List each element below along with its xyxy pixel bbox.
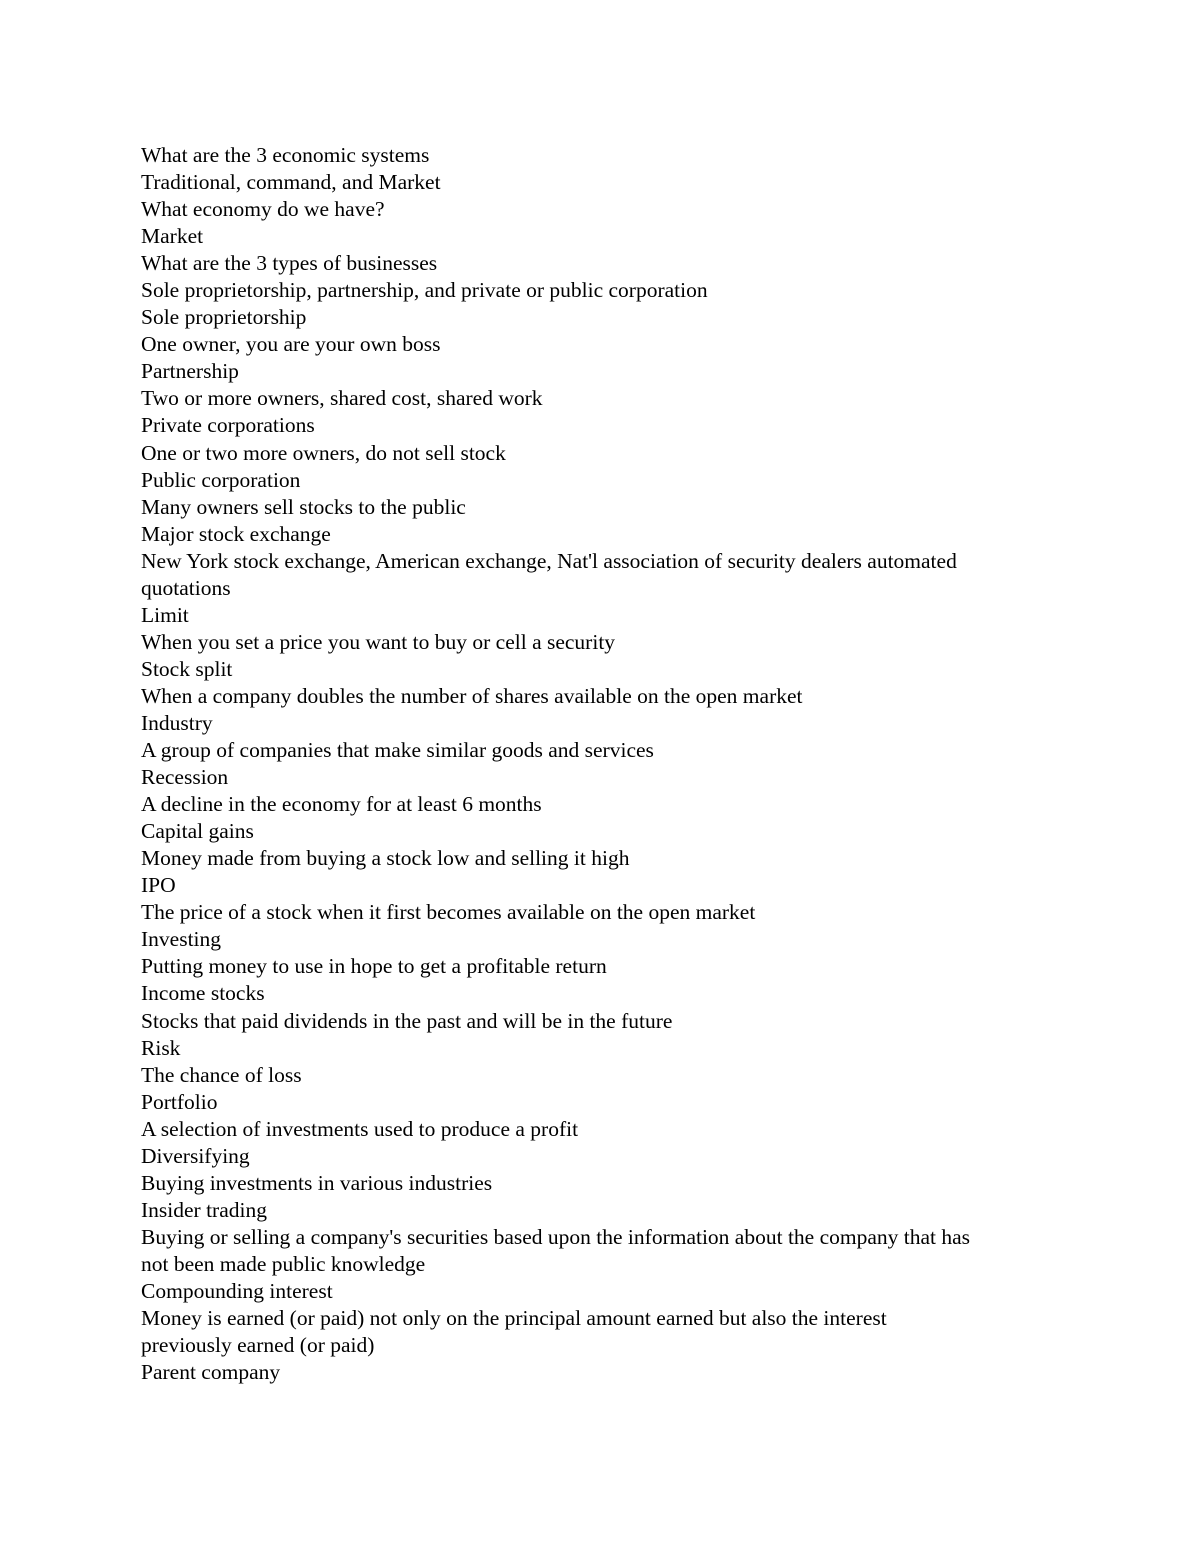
text-line: Limit	[141, 602, 189, 627]
text-line: Money made from buying a stock low and selling it high	[141, 846, 630, 871]
text-line: Sole proprietorship	[141, 305, 307, 330]
text-line: Industry	[141, 710, 213, 735]
text-line: Putting money to use in hope to get a profitable return	[141, 954, 607, 979]
text-line: Many owners sell stocks to the public	[141, 494, 466, 519]
text-line: Sole proprietorship, partnership, and private or public corporation	[141, 278, 708, 303]
text-line: Portfolio	[141, 1089, 218, 1114]
text-line: Diversifying	[141, 1143, 250, 1168]
text-line: What are the 3 types of businesses	[141, 251, 438, 276]
text-line: One or two more owners, do not sell stock	[141, 440, 506, 465]
text-line: Recession	[141, 765, 229, 790]
text-line: Market	[141, 224, 204, 249]
text-line: Insider trading	[141, 1197, 267, 1222]
text-line: Stock split	[141, 656, 233, 681]
text-line: The price of a stock when it first becomes available on the open market	[141, 900, 756, 925]
text-line: IPO	[141, 873, 176, 898]
document-body	[141, 142, 1061, 1386]
text-line: Stocks that paid dividends in the past and will be in the future	[141, 1008, 673, 1033]
text-line: Public corporation	[141, 467, 301, 492]
text-line: Traditional, command, and Market	[141, 170, 441, 195]
text-line: A decline in the economy for at least 6 months	[141, 792, 542, 817]
text-line: When a company doubles the number of shares available on the open market	[141, 683, 803, 708]
text-line: A selection of investments used to produce a profit	[141, 1116, 579, 1141]
text-line: Two or more owners, shared cost, shared work	[141, 386, 543, 411]
text-line: New York stock exchange, American exchange, Nat'l association of security dealers automated	[141, 548, 957, 573]
text-line: Capital gains	[141, 819, 254, 844]
text-line: Money is earned (or paid) not only on the principal amount earned but also the interest	[141, 1306, 887, 1331]
text-line: Partnership	[141, 359, 239, 384]
text-line: Buying or selling a company's securities based upon the information about the company that has	[141, 1224, 971, 1249]
text-line: When you set a price you want to buy or cell a security	[141, 629, 616, 654]
text-line: Compounding interest	[141, 1278, 333, 1303]
text-line: Income stocks	[141, 981, 265, 1006]
text-line: quotations	[141, 575, 231, 600]
text-line: The chance of loss	[141, 1062, 302, 1087]
text-line: A group of companies that make similar goods and services	[141, 738, 654, 763]
text-line: What economy do we have?	[141, 197, 385, 222]
text-line: Investing	[141, 927, 222, 952]
text-line: Risk	[141, 1035, 181, 1060]
text-line: One owner, you are your own boss	[141, 332, 441, 357]
text-line: previously earned (or paid)	[141, 1333, 375, 1358]
text-line: What are the 3 economic systems	[141, 143, 430, 167]
text-line: Parent company	[141, 1360, 281, 1385]
text-line: Major stock exchange	[141, 521, 331, 546]
text-line: Private corporations	[141, 413, 315, 438]
text-line: not been made public knowledge	[141, 1251, 426, 1276]
text-line: Buying investments in various industries	[141, 1170, 493, 1195]
